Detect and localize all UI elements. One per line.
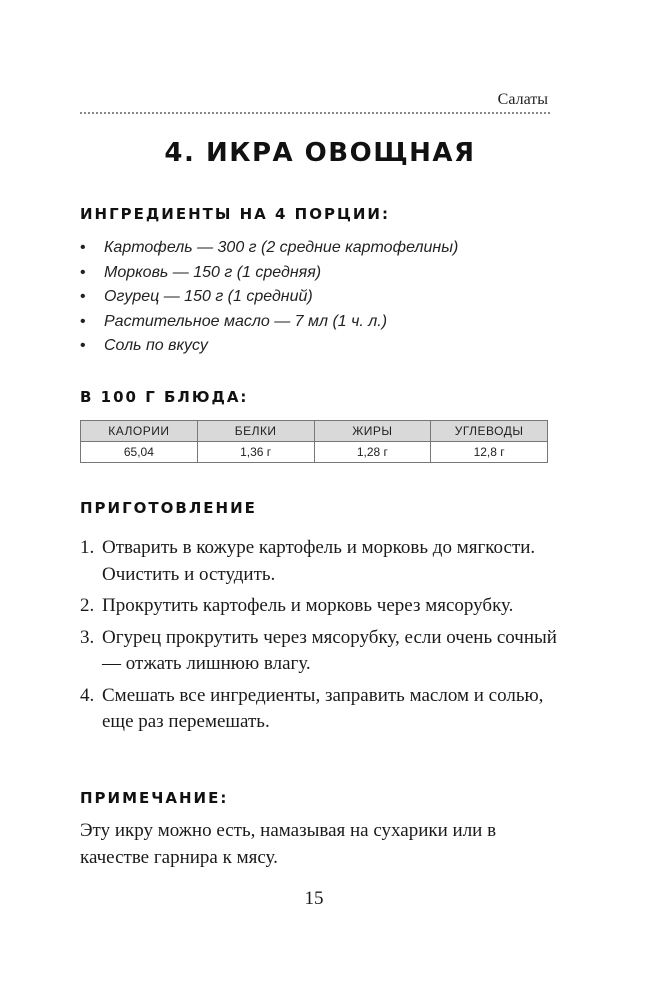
nutrition-table [80,420,548,463]
step-number: 4. [80,684,95,706]
step-text: Прокрутить картофель и морковь через мясорубку. [102,595,514,616]
note-heading: ПРИМЕЧАНИЕ: [80,789,229,807]
page-number: 15 [304,888,324,909]
nutrition-header-cell: БЕЛКИ [197,421,314,442]
steps-heading: ПРИГОТОВЛЕНИЕ [80,499,257,517]
step-number: 1. [80,537,95,558]
nutrition-heading: В 100 Г БЛЮДА: [80,388,249,406]
ingredient-text: Морковь — 150 г (1 средняя) [104,263,322,281]
step-item [80,683,560,736]
ingredient-item [80,334,458,359]
recipe-title: 4. ИКРА ОВОЩНАЯ [164,138,476,168]
header-divider [80,112,550,114]
bullet: • [80,239,86,256]
bullet: • [80,312,86,330]
ingredient-item [80,236,458,261]
nutrition-value-row [81,442,548,463]
step-item [80,593,560,620]
nutrition-header-row [81,421,548,442]
ingredient-item [80,310,458,335]
note-text: Эту икру можно есть, намазывая на сухарики или в качестве гарнира к мясу. [80,820,497,868]
nutrition-header-cell: УГЛЕВОДЫ [431,421,548,442]
step-text: Смешать все ингредиенты, заправить маслом и солью, еще раз перемешать. [102,684,544,732]
ingredient-text: Огурец — 150 г (1 средний) [104,288,313,305]
running-head: Салаты [497,91,548,108]
step-item [80,625,560,678]
step-text: Огурец прокрутить через мясорубку, если очень сочный — отжать лишнюю влагу. [102,626,557,674]
step-number: 3. [80,626,95,648]
nutrition-value-cell: 1,28 г [314,442,431,463]
nutrition-header-cell: КАЛОРИИ [81,421,198,442]
bullet: • [80,263,86,281]
ingredients-list [80,236,458,359]
step-item [80,535,560,588]
ingredient-item [80,285,458,310]
bullet: • [80,337,86,354]
steps-list [80,535,560,741]
step-number: 2. [80,595,95,616]
step-text: Отварить в кожуре картофель и морковь до мягкости. Очистить и остудить. [102,537,536,585]
nutrition-header-cell: ЖИРЫ [314,421,431,442]
ingredients-heading: ИНГРЕДИЕНТЫ НА 4 ПОРЦИИ: [80,205,390,223]
ingredient-text: Растительное масло — 7 мл (1 ч. л.) [104,312,388,330]
nutrition-value-cell: 1,36 г [197,442,314,463]
ingredient-text: Соль по вкусу [104,337,208,354]
nutrition-value-cell: 65,04 [81,442,198,463]
ingredient-item [80,261,458,286]
nutrition-value-cell: 12,8 г [431,442,548,463]
ingredient-text: Картофель — 300 г (2 средние картофелины) [104,239,459,256]
bullet: • [80,288,86,305]
